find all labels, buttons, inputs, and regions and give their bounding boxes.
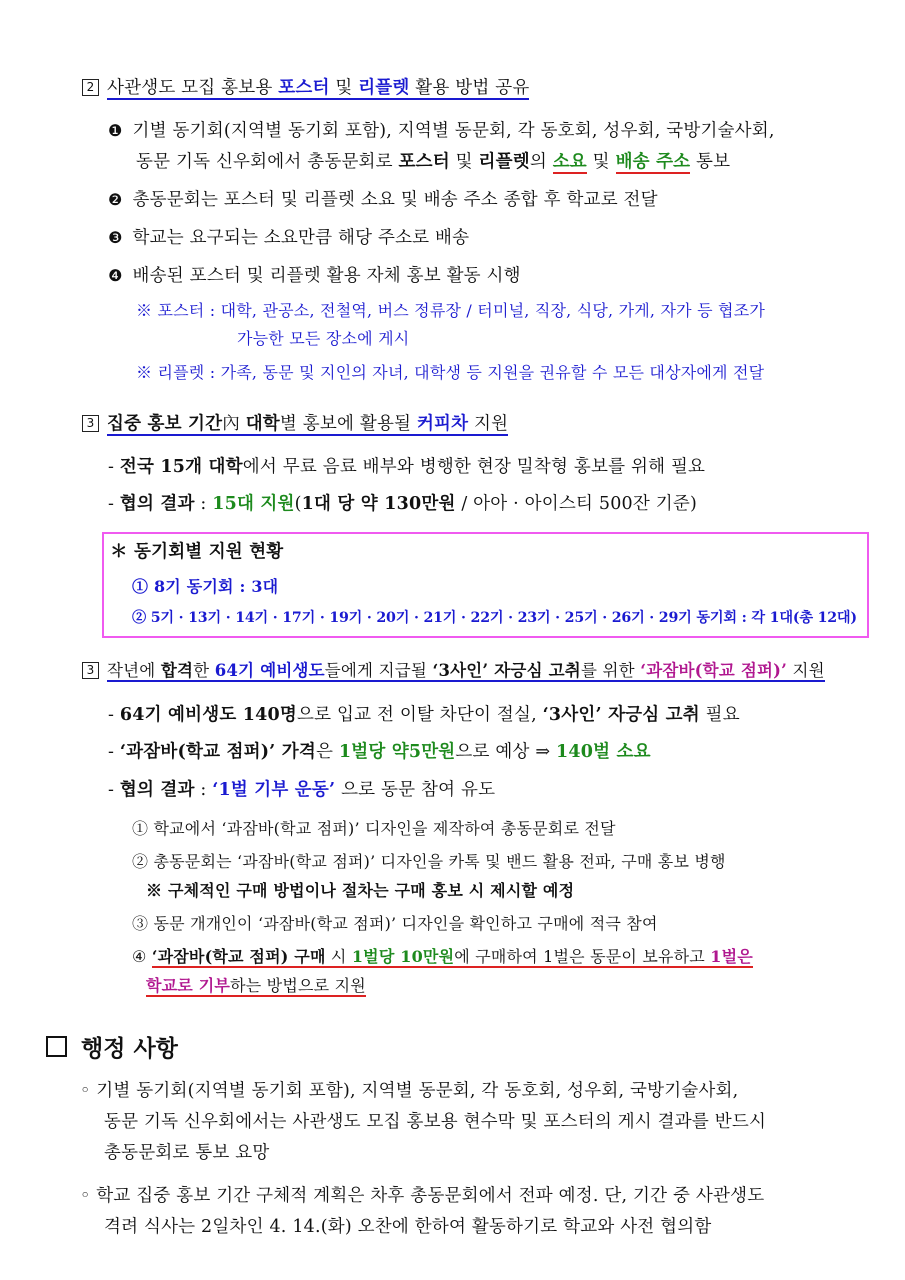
section-number: 3 xyxy=(82,662,99,679)
sec3b-line2: - ‘과잠바(학교 점퍼)’ 가격은 1벌당 약5만원으로 예상 ⇒ 140벌 소요 xyxy=(108,742,651,762)
support-box-item2: ② 5기 · 13기 · 14기 · 17기 · 19기 · 20기 · 21기 · 22기 · 23기 · 25기 · 26기 · 29기 동기회 : 각 1대(총 12대) xyxy=(132,610,857,626)
sec3b-step3: ③ 동문 개개인이 ‘과잠바(학교 점퍼)’ 디자인을 확인하고 구매에 적극 참여 xyxy=(132,914,658,933)
bullet-4-icon: ❹ xyxy=(108,266,123,285)
admin-p1-line1: ◦ 기별 동기회(지역별 동기회 포함), 지역별 동문회, 각 동호회, 성우회, 국방기술사회, xyxy=(80,1081,739,1101)
sec2-note-poster-line1: ※ 포스터 : 대학, 관공소, 전철역, 버스 정류장 / 터미널, 직장, 식당, 가게, 자가 등 협조가 xyxy=(136,301,766,320)
sec2-note-leaflet: ※ 리플렛 : 가족, 동문 및 지인의 자녀, 대학생 등 지원을 권유할 수 모든 대상자에게 전달 xyxy=(136,363,765,382)
sec3b-title: 3 작년에 합격한 64기 예비생도들에게 지급될 ‘3사인’ 자긍심 고취를 위한 ‘과잠바(학교 점퍼)’ 지원 xyxy=(82,659,825,683)
sec3b-step4-line2: 학교로 기부하는 방법으로 지원 xyxy=(146,976,366,995)
sec3a-title: 3 집중 홍보 기간內 대학별 홍보에 활용될 커피차 지원 xyxy=(82,412,508,436)
sec2-note-poster-line2: 가능한 모든 장소에 게시 xyxy=(237,329,410,348)
sec2-title: 2 사관생도 모집 홍보용 포스터 및 리플렛 활용 방법 공유 xyxy=(82,76,529,100)
admin-p1-line3: 총동문회로 통보 요망 xyxy=(104,1143,270,1163)
sec3b-step1: ① 학교에서 ‘과잠바(학교 점퍼)’ 디자인을 제작하여 총동문회로 전달 xyxy=(132,819,616,838)
sec3b-step2: ② 총동문회는 ‘과잠바(학교 점퍼)’ 디자인을 카톡 및 밴드 활용 전파, 구매 홍보 병행 xyxy=(132,852,726,871)
section-number: 2 xyxy=(82,79,99,96)
admin-p1-line2: 동문 기독 신우회에서는 사관생도 모집 홍보용 현수막 및 포스터의 게시 결과를 반드시 xyxy=(104,1112,767,1132)
support-box-title: ＊ 동기회별 지원 현황 xyxy=(110,542,284,562)
section-number: 3 xyxy=(82,415,99,432)
sec3b-step4-line1: ④ ‘과잠바(학교 점퍼) 구매 시 1벌당 10만원에 구매하여 1벌은 동문이 보유하고 1벌은 xyxy=(132,947,753,966)
admin-heading: 행정 사항 xyxy=(46,1030,178,1063)
checkbox-square-icon xyxy=(46,1036,67,1057)
admin-p2-line2: 격려 식사는 2일차인 4. 14.(화) 오찬에 한하여 활동하기로 학교와 사전 협의함 xyxy=(104,1217,712,1237)
sec3b-line3: - 협의 결과 : ‘1벌 기부 운동’ 으로 동문 참여 유도 xyxy=(108,780,496,800)
sec3b-step2-note: ※ 구체적인 구매 방법이나 절차는 구매 홍보 시 제시할 예정 xyxy=(146,881,575,900)
sec2-item4: ❹ 배송된 포스터 및 리플렛 활용 자체 홍보 활동 시행 xyxy=(108,266,521,286)
sec2-item1-line1: ❶ 기별 동기회(지역별 동기회 포함), 지역별 동문회, 각 동호회, 성우회, 국방기술사회, xyxy=(108,121,775,141)
sec3b-line1: - 64기 예비생도 140명으로 입교 전 이탈 차단이 절실, ‘3사인’ 자긍심 고취 필요 xyxy=(108,705,740,725)
sec2-item1-line2: 동문 기독 신우회에서 총동문회로 포스터 및 리플렛의 소요 및 배송 주소 통보 xyxy=(136,152,731,172)
sec3a-line2: - 협의 결과 : 15대 지원(1대 당 약 130만원 / 아아 · 아이스티 500잔 기준) xyxy=(108,494,697,514)
sec3a-line1: - 전국 15개 대학에서 무료 음료 배부와 병행한 현장 밀착형 홍보를 위해 필요 xyxy=(108,457,706,477)
sec2-item3: ❸ 학교는 요구되는 소요만큼 해당 주소로 배송 xyxy=(108,228,470,248)
admin-p2-line1: ◦ 학교 집중 홍보 기간 구체적 계획은 차후 총동문회에서 전파 예정. 단, 기간 중 사관생도 xyxy=(80,1186,765,1206)
bullet-2-icon: ❷ xyxy=(108,190,123,209)
support-box-item1: ① 8기 동기회 : 3대 xyxy=(132,577,279,596)
bullet-1-icon: ❶ xyxy=(108,121,123,140)
sec2-item2: ❷ 총동문회는 포스터 및 리플렛 소요 및 배송 주소 종합 후 학교로 전달 xyxy=(108,190,658,210)
bullet-3-icon: ❸ xyxy=(108,228,123,247)
